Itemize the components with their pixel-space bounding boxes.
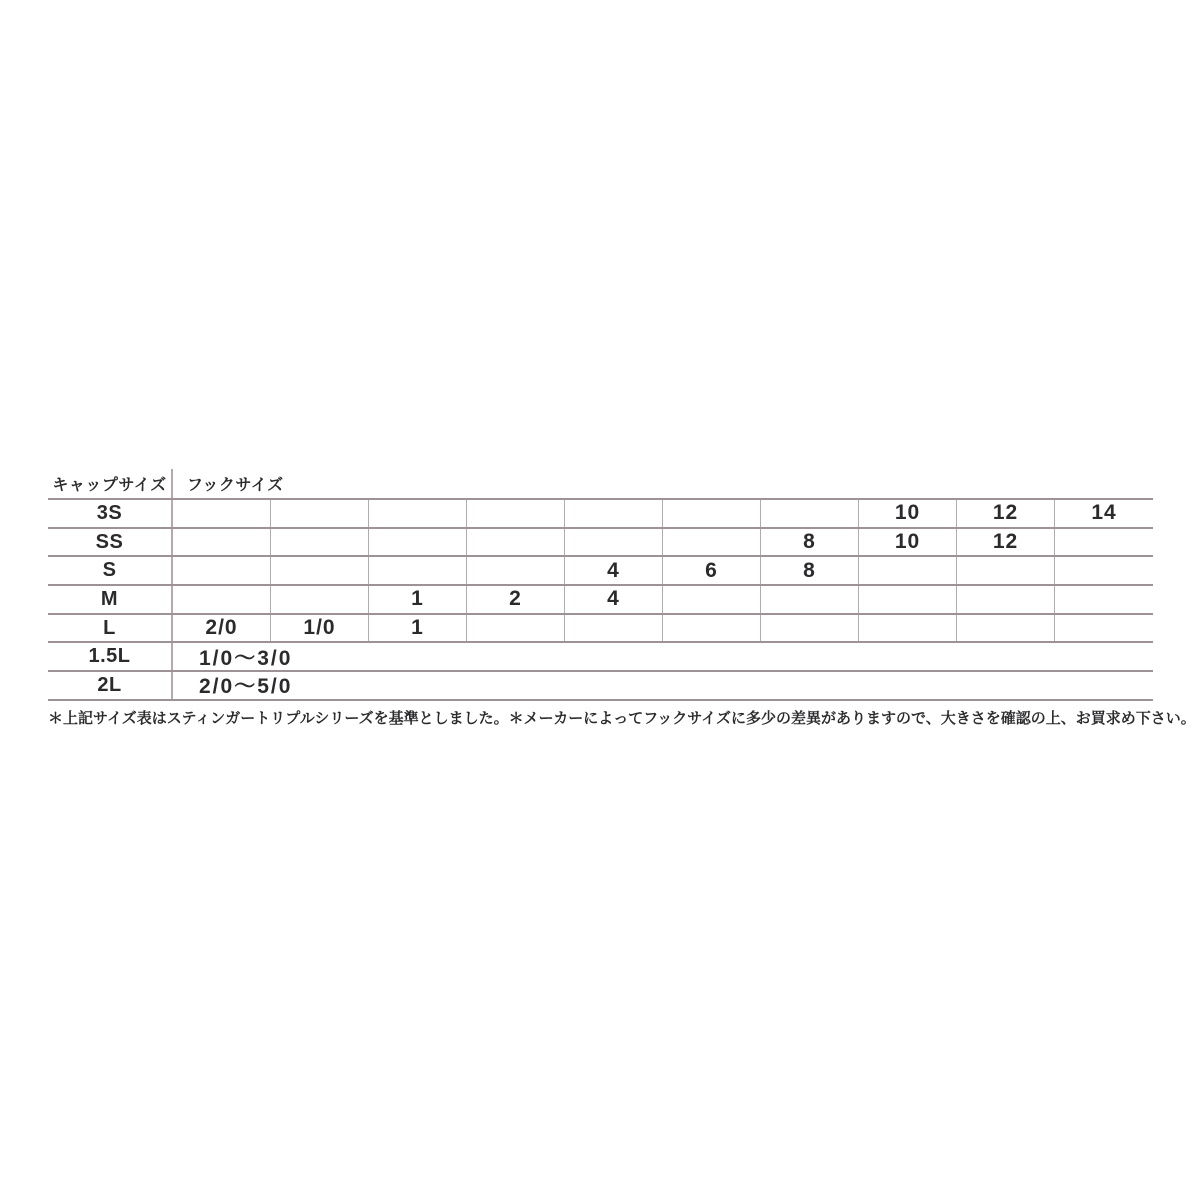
table-cell bbox=[467, 500, 565, 527]
table-cell: 8 bbox=[761, 557, 859, 584]
table-cell bbox=[271, 529, 369, 556]
table-cell: 4 bbox=[565, 557, 663, 584]
table-cell bbox=[859, 586, 957, 613]
table-cell bbox=[1055, 615, 1153, 642]
table-cell: 2 bbox=[467, 586, 565, 613]
row-label: 1.5L bbox=[48, 643, 173, 670]
table-cell bbox=[663, 500, 761, 527]
table-cell bbox=[173, 529, 271, 556]
table-row bbox=[48, 643, 1153, 672]
table-cell: 14 bbox=[1091, 501, 1117, 525]
row-label: 3S bbox=[48, 500, 173, 527]
table-cell: 10 bbox=[859, 529, 957, 556]
table-cell bbox=[957, 586, 1055, 613]
table-cell bbox=[173, 500, 271, 527]
table-cell: 12 bbox=[957, 500, 1055, 527]
size-chart-table bbox=[48, 469, 1153, 701]
table-cell bbox=[1055, 557, 1153, 584]
table-row bbox=[48, 529, 1153, 558]
table-cell bbox=[369, 529, 467, 556]
table-cell bbox=[1055, 529, 1153, 556]
table-row bbox=[48, 672, 1153, 701]
table-cell bbox=[859, 557, 957, 584]
cap-size-header: キャップサイズ bbox=[48, 469, 173, 498]
table-cell: 10 bbox=[859, 500, 957, 527]
row-label: M bbox=[48, 586, 173, 613]
table-cell bbox=[663, 586, 761, 613]
table-cell bbox=[957, 615, 1055, 642]
merged-range-cell: 2/0〜5/0 bbox=[199, 675, 293, 699]
table-cell bbox=[467, 557, 565, 584]
table-cell bbox=[565, 529, 663, 556]
hook-size-header: フックサイズ bbox=[187, 477, 284, 494]
table-cell bbox=[271, 500, 369, 527]
table-cell: 1 bbox=[369, 586, 467, 613]
table-cell bbox=[957, 557, 1055, 584]
footnote: ＊上記サイズ表はスティンガートリプルシリーズを基準としました。＊メーカーによってフックサイズに多少の差異がありますので、大きさを確認の上、お買求め下さい。 bbox=[48, 710, 1196, 727]
table-cell bbox=[173, 557, 271, 584]
table-cell bbox=[173, 586, 271, 613]
table-cell: 12 bbox=[957, 529, 1055, 556]
table-cell: 1 bbox=[369, 615, 467, 642]
table-row bbox=[48, 615, 1153, 644]
table-cell bbox=[565, 500, 663, 527]
table-body bbox=[48, 500, 1153, 701]
table-cell: 6 bbox=[663, 557, 761, 584]
merged-range-cell: 1/0〜3/0 bbox=[199, 646, 293, 670]
table-cell bbox=[761, 615, 859, 642]
table-cell bbox=[565, 615, 663, 642]
row-label: SS bbox=[48, 529, 173, 556]
table-cell bbox=[1055, 586, 1153, 613]
table-cell bbox=[271, 557, 369, 584]
table-cell bbox=[369, 557, 467, 584]
table-cell bbox=[467, 615, 565, 642]
table-cell bbox=[271, 586, 369, 613]
table-cell bbox=[467, 529, 565, 556]
row-label: 2L bbox=[48, 672, 173, 699]
row-label: L bbox=[48, 615, 173, 642]
table-row bbox=[48, 586, 1153, 615]
table-row bbox=[48, 557, 1153, 586]
table-cell: 4 bbox=[565, 586, 663, 613]
table-cell: 8 bbox=[761, 529, 859, 556]
table-cell bbox=[663, 529, 761, 556]
table-header-row bbox=[48, 469, 1153, 500]
table-cell bbox=[761, 586, 859, 613]
table-cell bbox=[859, 615, 957, 642]
table-cell: 2/0 bbox=[173, 615, 271, 642]
table-row bbox=[48, 500, 1153, 529]
row-label: S bbox=[48, 557, 173, 584]
table-cell bbox=[663, 615, 761, 642]
table-cell bbox=[369, 500, 467, 527]
table-cell: 1/0 bbox=[271, 615, 369, 642]
table-cell bbox=[761, 500, 859, 527]
